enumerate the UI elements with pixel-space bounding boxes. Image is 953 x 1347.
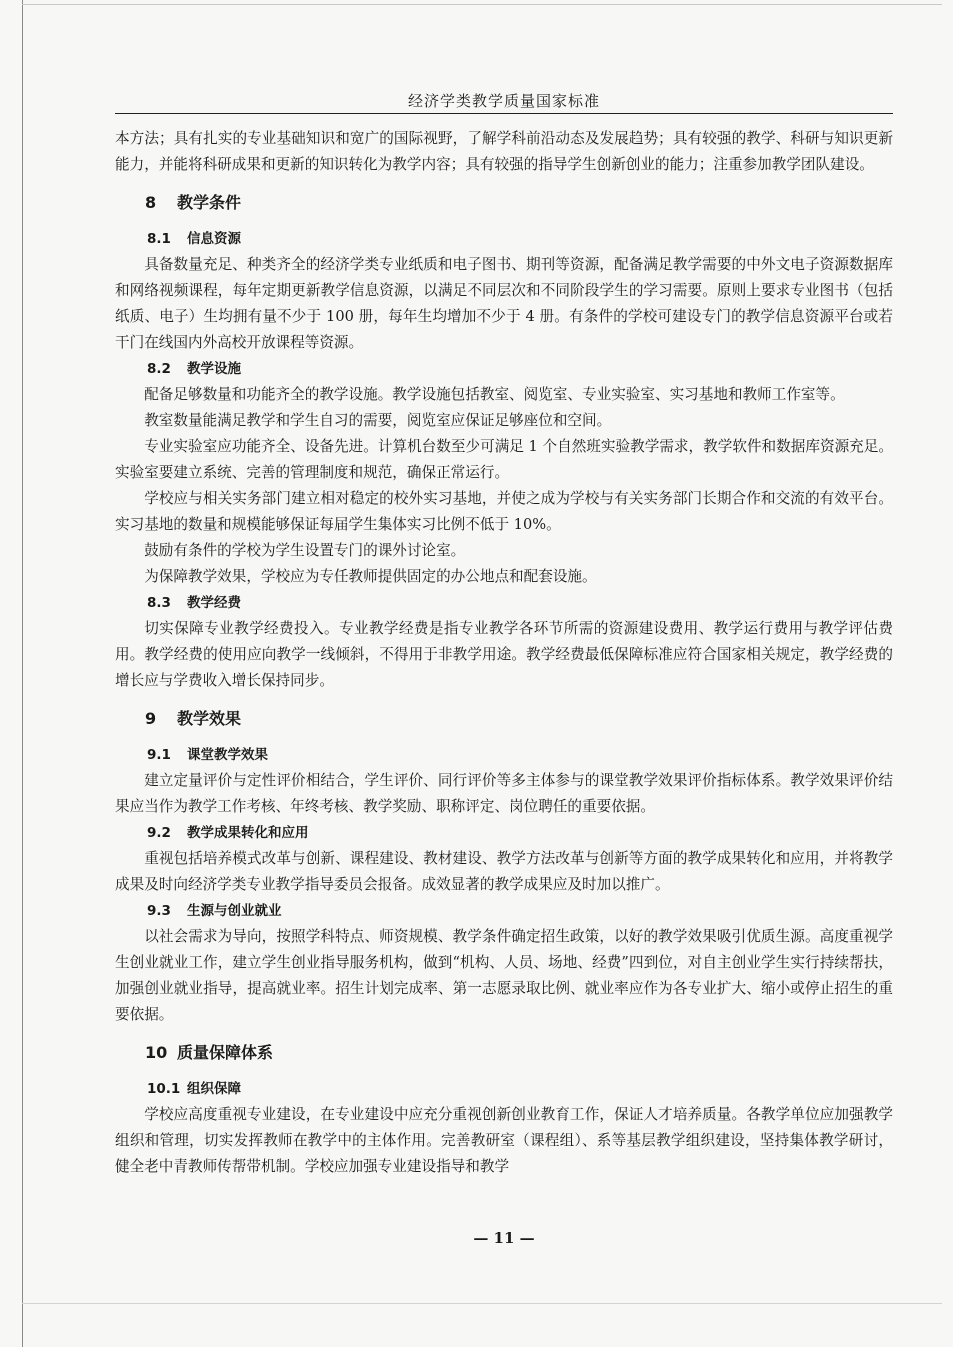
- section-8-1-heading: [115, 226, 893, 252]
- scan-edge-bottom: [22, 1303, 942, 1304]
- section-10-1-title: 组织保障: [187, 1081, 241, 1097]
- section-8-2-number: 8.2: [147, 361, 171, 377]
- section-8-title: 教学条件: [177, 193, 242, 212]
- section-8-1-title: 信息资源: [187, 231, 241, 247]
- section-9-3-title: 生源与创业就业: [187, 903, 282, 919]
- section-9-2-number: 9.2: [147, 825, 171, 841]
- section-8-3-heading: [115, 590, 893, 616]
- paragraph: 配备足够数量和功能齐全的教学设施。教学设施包括教室、阅览室、专业实验室、实习基地和教师工作室等。: [144, 386, 845, 403]
- paragraph: 重视包括培养模式改革与创新、课程建设、教材建设、教学方法改革与创新等方面的教学成果转化和应用，并将教学成果及时向经济学类专业教学指导委员会报备。成效显著的教学成果应及时加以推广。: [115, 850, 893, 893]
- section-9-2-heading: [115, 820, 893, 846]
- section-8-1-number: 8.1: [147, 231, 171, 247]
- page-body: [115, 126, 893, 1180]
- page-number: — 11 —: [473, 1229, 535, 1247]
- section-8-3-number: 8.3: [147, 595, 171, 611]
- paragraph: 建立定量评价与定性评价相结合，学生评价、同行评价等多主体参与的课堂教学效果评价指标体系。教学效果评价结果应当作为教学工作考核、年终考核、教学奖励、职称评定、岗位聘任的重要依据。: [115, 772, 893, 815]
- paragraph: 学校应与相关实务部门建立相对稳定的校外实习基地，并使之成为学校与有关实务部门长期合作和交流的有效平台。实习基地的数量和规模能够保证每届学生集体实习比例不低于 10%。: [115, 490, 893, 533]
- section-8-2-heading: [115, 356, 893, 382]
- paragraph: 为保障教学效果，学校应为专任教师提供固定的办公地点和配套设施。: [144, 568, 597, 585]
- section-9-3-heading: [115, 898, 893, 924]
- section-9-number: 9: [145, 709, 157, 728]
- section-9-3-number: 9.3: [147, 903, 171, 919]
- running-head: 经济学类教学质量国家标准: [407, 92, 600, 110]
- intro-paragraph: 本方法；具有扎实的专业基础知识和宽广的国际视野，了解学科前沿动态及发展趋势；具有较强的教学、科研与知识更新能力，并能将科研成果和更新的知识转化为教学内容；具有较强的指导学生创新创业的能力；注重参加教学团队建设。: [115, 130, 893, 173]
- section-10-1-number: 10.1: [147, 1081, 181, 1097]
- paragraph: 具备数量充足、种类齐全的经济学类专业纸质和电子图书、期刊等资源，配备满足教学需要的中外文电子资源数据库和网络视频课程，每年定期更新教学信息资源，以满足不同层次和不同阶段学生的学习需要。原则上要求专业图书（包括纸质、电子）生均拥有量不少于 100 册，每年生均增加不少于 4 册。有条件的学校可建设专门的教学信息资源平台或若干门在线国内外高校开放课程等资源。: [115, 256, 893, 351]
- section-9-1-number: 9.1: [147, 747, 171, 763]
- header-rule: [115, 113, 893, 114]
- section-8-heading: [115, 190, 893, 216]
- scan-edge-top: [22, 4, 942, 5]
- section-9-1-heading: [115, 742, 893, 768]
- section-8-3-title: 教学经费: [187, 595, 241, 611]
- section-8-number: 8: [145, 193, 157, 212]
- paragraph: 鼓励有条件的学校为学生设置专门的课外讨论室。: [144, 542, 466, 559]
- section-9-title: 教学效果: [177, 709, 242, 728]
- paragraph: 教室数量能满足教学和学生自习的需要，阅览室应保证足够座位和空间。: [144, 412, 612, 429]
- section-10-heading: [115, 1040, 893, 1066]
- paragraph: 专业实验室应功能齐全、设备先进。计算机台数至少可满足 1 个自然班实验教学需求，教学软件和数据库资源充足。实验室要建立系统、完善的管理制度和规范，确保正常运行。: [115, 438, 893, 481]
- section-9-1-title: 课堂教学效果: [187, 747, 268, 763]
- scan-edge-left: [22, 0, 23, 1347]
- paragraph: 切实保障专业教学经费投入。专业教学经费是指专业教学各环节所需的资源建设费用、教学运行费用与教学评估费用。教学经费的使用应向教学一线倾斜，不得用于非教学用途。教学经费最低保障标准应符合国家相关规定，教学经费的增长应与学费收入增长保持同步。: [115, 620, 893, 689]
- section-9-2-title: 教学成果转化和应用: [187, 825, 309, 841]
- section-10-number: 10: [145, 1043, 168, 1062]
- section-8-2-title: 教学设施: [187, 361, 241, 377]
- section-10-title: 质量保障体系: [177, 1043, 274, 1062]
- paragraph: 学校应高度重视专业建设，在专业建设中应充分重视创新创业教育工作，保证人才培养质量。各教学单位应加强教学组织和管理，切实发挥教师在教学中的主体作用。完善教研室（课程组）、系等基层教学组织建设，坚持集体教学研讨，健全老中青教师传帮带机制。学校应加强专业建设指导和教学: [115, 1106, 893, 1175]
- section-9-heading: [115, 706, 893, 732]
- paragraph: 以社会需求为导向，按照学科特点、师资规模、教学条件确定招生政策，以好的教学效果吸引优质生源。高度重视学生创业就业工作，建立学生创业指导服务机构，做到“机构、人员、场地、经费”四到位，对自主创业学生实行持续帮扶，加强创业就业指导，提高就业率。招生计划完成率、第一志愿录取比例、就业率应作为各专业扩大、缩小或停止招生的重要依据。: [115, 928, 893, 1023]
- section-10-1-heading: [115, 1076, 893, 1102]
